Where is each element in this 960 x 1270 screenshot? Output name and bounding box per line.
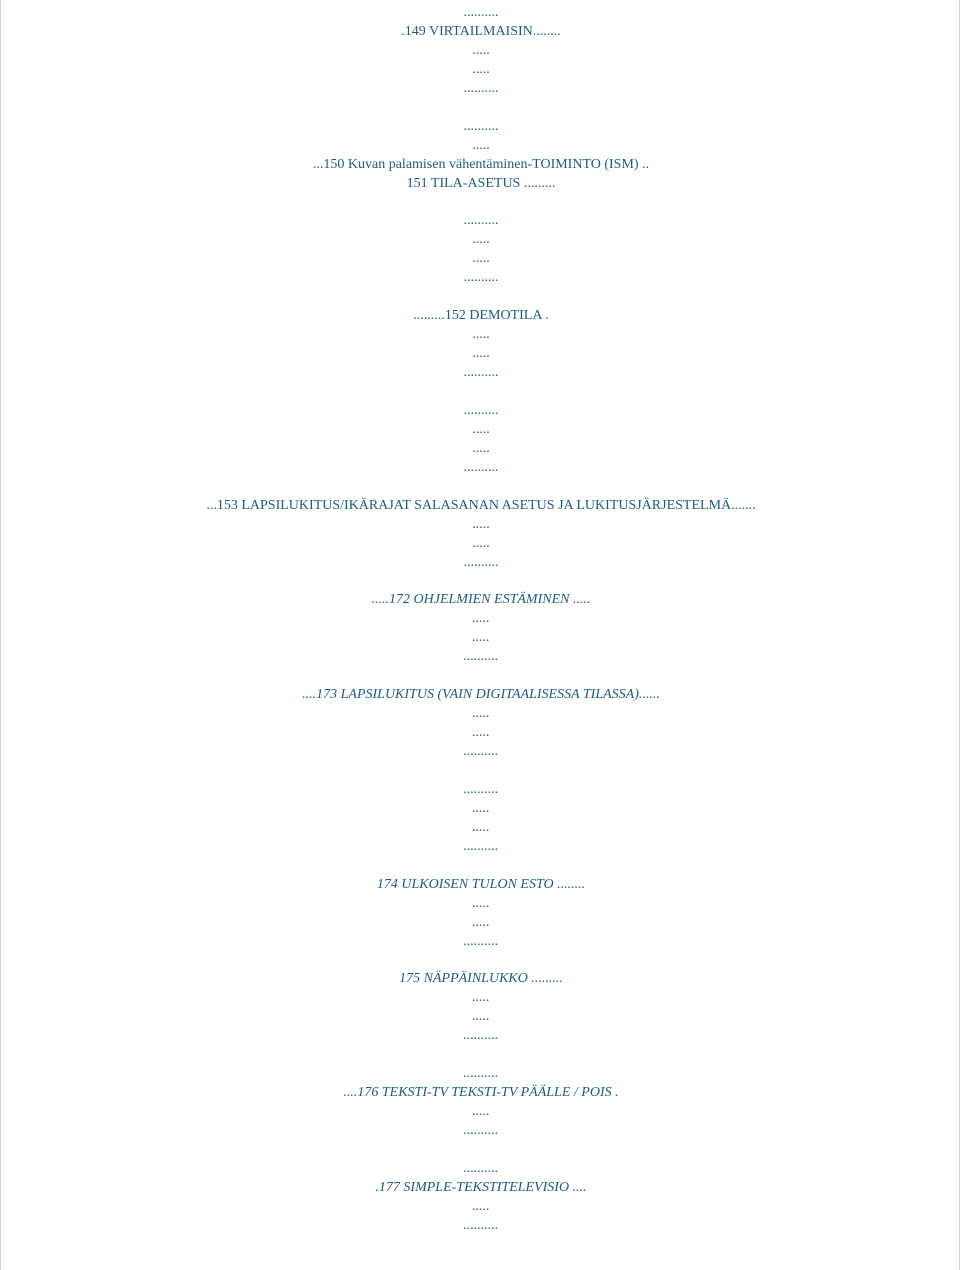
toc-leader: .....: [472, 800, 490, 816]
toc-leader: ..........: [463, 781, 499, 797]
toc-leader: ..........: [463, 838, 499, 854]
toc-entry: 175 NÄPPÄINLUKKO .........: [399, 971, 563, 987]
toc-entry: .177 SIMPLE-TEKSTITELEVISIO ....: [375, 1179, 587, 1195]
toc-entry: .....172 OHJELMIEN ESTÄMINEN .....: [371, 592, 591, 608]
toc-leader: .....: [472, 327, 490, 343]
toc-leader: .....: [472, 819, 490, 835]
toc-leader: .....: [472, 251, 490, 267]
toc-entry: 151 TILA-ASETUS .........: [406, 175, 556, 191]
toc-leader: .....: [472, 706, 490, 722]
toc-leader: .....: [472, 1198, 490, 1214]
toc-leader: .....: [472, 611, 490, 627]
toc-leader: .....: [472, 914, 490, 930]
toc-leader: ..........: [463, 1160, 499, 1176]
toc-leader: .....: [472, 42, 490, 58]
toc-leader: .....: [472, 895, 490, 911]
toc-leader: .....: [472, 516, 490, 532]
toc-leader: ..........: [463, 459, 499, 475]
toc-entry: ....176 TEKSTI-TV TEKSTI-TV PÄÄLLE / POIS .: [343, 1085, 619, 1101]
toc-leader: ..........: [463, 80, 499, 96]
toc-entry: .........152 DEMOTILA .: [413, 308, 549, 324]
toc-leader: .....: [472, 440, 490, 456]
toc-leader: .....: [472, 990, 490, 1006]
toc-leader: ..........: [463, 554, 499, 570]
toc-entry: ...153 LAPSILUKITUS/IKÄRAJAT SALASANAN ASETUS JA LUKITUSJÄRJESTELMÄ.......: [206, 497, 756, 513]
toc-entry: ....173 LAPSILUKITUS (VAIN DIGITAALISESSA TILASSA)......: [302, 687, 660, 703]
toc-leader: ..........: [463, 1028, 499, 1044]
table-of-contents: [1, 0, 960, 1270]
toc-leader: .....: [472, 725, 490, 741]
toc-leader: ..........: [463, 5, 499, 20]
toc-leader: ..........: [463, 213, 499, 229]
toc-leader: ..........: [463, 744, 499, 760]
toc-leader: .....: [472, 1009, 490, 1025]
toc-leader: ..........: [463, 1217, 499, 1233]
toc-entry: 174 ULKOISEN TULON ESTO ........: [376, 876, 586, 892]
toc-leader: ..........: [463, 402, 499, 418]
toc-leader: .....: [472, 535, 490, 551]
toc-leader: ..........: [463, 270, 499, 286]
toc-entry: ...150 Kuvan palamisen vähentäminen-TOIMINTO (ISM) ..: [312, 156, 650, 172]
toc-leader: ..........: [463, 1066, 499, 1082]
toc-leader: .....: [472, 232, 490, 248]
toc-leader: ..........: [463, 933, 499, 949]
toc-leader: .....: [472, 421, 490, 437]
toc-leader: .....: [472, 61, 490, 77]
toc-leader: .....: [472, 1104, 490, 1120]
toc-entry: .149 VIRTAILMAISIN........: [401, 23, 561, 39]
toc-leader: .....: [472, 346, 490, 362]
toc-leader: .....: [472, 137, 490, 153]
toc-leader: ..........: [463, 118, 499, 134]
toc-leader: ..........: [463, 1123, 499, 1139]
toc-leader: ..........: [463, 365, 499, 381]
toc-leader: .....: [472, 630, 490, 646]
toc-leader: ..........: [463, 649, 499, 665]
